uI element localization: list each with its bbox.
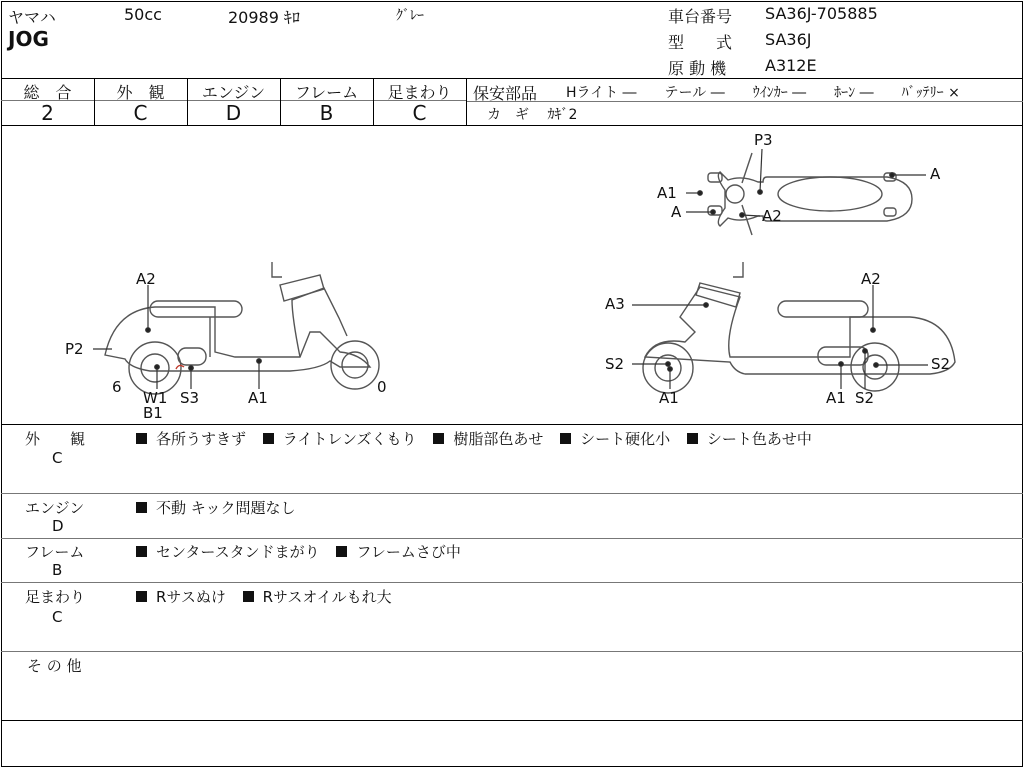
label-6: 6 — [112, 378, 122, 396]
frame-no: SA36J-705885 — [765, 4, 878, 23]
note-exterior-grade: C — [52, 449, 63, 467]
grade-header-suspension: 足まわり — [387, 83, 452, 102]
label-w1: W1 — [143, 389, 168, 407]
body-color: ｸﾞﾚｰ — [396, 8, 424, 24]
grade-value-exterior: C — [133, 101, 148, 125]
displacement: 50cc — [124, 5, 162, 24]
note-item: Rサスオイルもれ大 — [262, 588, 392, 606]
label-a2-right: A2 — [861, 270, 881, 288]
label-s2-right-front: S2 — [605, 355, 625, 373]
note-item: 不動 キック問題なし — [156, 499, 296, 517]
note-frame-grade: B — [52, 561, 63, 579]
note-suspension-label: 足まわり — [25, 588, 86, 606]
note-item: センタースタンドまがり — [156, 543, 320, 561]
notes-divider-2 — [1, 538, 1023, 539]
grade-col-sep — [466, 78, 467, 125]
label-s2-right-rear: S2 — [855, 389, 875, 407]
notes-divider-5 — [1, 720, 1023, 721]
label-0: 0 — [377, 378, 387, 396]
type-label: 型 式 — [668, 33, 733, 52]
note-item: 各所うすきず — [156, 430, 247, 448]
label-a-top-left: A — [671, 203, 682, 221]
safety-parts-line1: Hライト ― テール ― ｳｲﾝｶｰ ― ﾎｰﾝ ― ﾊﾞｯﾃﾘｰ × — [566, 85, 960, 101]
safety-parts-line2: カ ギ ｶｷﾞ2 — [487, 107, 578, 123]
note-exterior-items — [136, 428, 824, 449]
label-a3-right: A3 — [605, 295, 625, 313]
grade-header-frame: フレーム — [294, 83, 359, 102]
notes-divider-1 — [1, 493, 1023, 494]
note-engine-label: エンジン — [25, 499, 85, 517]
note-item: フレームさび中 — [356, 543, 461, 561]
type-value: SA36J — [765, 30, 812, 49]
label-a2-top: A2 — [762, 207, 782, 225]
model-name: JOG — [8, 27, 49, 51]
engine-label: 原 動 機 — [668, 59, 727, 78]
note-engine-items — [136, 497, 307, 518]
note-frame-label: フレーム — [25, 543, 85, 561]
notes-divider-4 — [1, 651, 1023, 652]
grade-value-frame: B — [319, 101, 334, 125]
right-view-scooter — [643, 262, 955, 393]
grade-header-exterior: 外 観 — [116, 83, 165, 102]
note-item: シート硬化小 — [580, 430, 671, 448]
frame-no-label: 車台番号 — [668, 7, 733, 26]
note-item: Rサスぬけ — [156, 588, 226, 606]
label-a1-right-front: A1 — [659, 389, 679, 407]
safety-label: 保安部品 — [473, 84, 538, 103]
label-s2-right-side: S2 — [931, 355, 951, 373]
note-item: 樹脂部色あせ — [453, 430, 544, 448]
grade-value-total: 2 — [41, 101, 54, 125]
label-p2-left: P2 — [65, 340, 84, 358]
note-suspension-items — [136, 586, 404, 607]
note-other-label: そ の 他 — [27, 657, 82, 675]
note-item: シート色あせ中 — [706, 430, 812, 448]
maker: ヤマハ — [8, 8, 56, 27]
note-item: ライトレンズくもり — [282, 430, 417, 448]
notes-divider-3 — [1, 582, 1023, 583]
grade-value-engine: D — [225, 101, 242, 125]
note-suspension-grade: C — [52, 608, 63, 626]
label-b1: B1 — [143, 404, 163, 422]
label-a-top-right: A — [930, 165, 941, 183]
label-s3-left: S3 — [180, 389, 200, 407]
note-exterior-label: 外 観 — [25, 430, 86, 448]
note-frame-items — [136, 541, 473, 562]
grade-header-total: 総 合 — [23, 83, 72, 102]
label-a1-left: A1 — [248, 389, 268, 407]
engine-value: A312E — [765, 56, 817, 75]
label-a2-left: A2 — [136, 270, 156, 288]
damage-mark — [176, 365, 184, 369]
note-engine-grade: D — [52, 517, 64, 535]
label-a1-top: A1 — [657, 184, 677, 202]
grade-table-top — [1, 78, 1023, 79]
grade-header-engine: エンジン — [201, 83, 266, 102]
grade-value-suspension: C — [412, 101, 427, 125]
label-p3: P3 — [754, 131, 773, 149]
label-a1-right-rear: A1 — [826, 389, 846, 407]
top-view-scooter — [708, 153, 912, 235]
mileage: 20989 ｷﾛ — [228, 8, 300, 27]
